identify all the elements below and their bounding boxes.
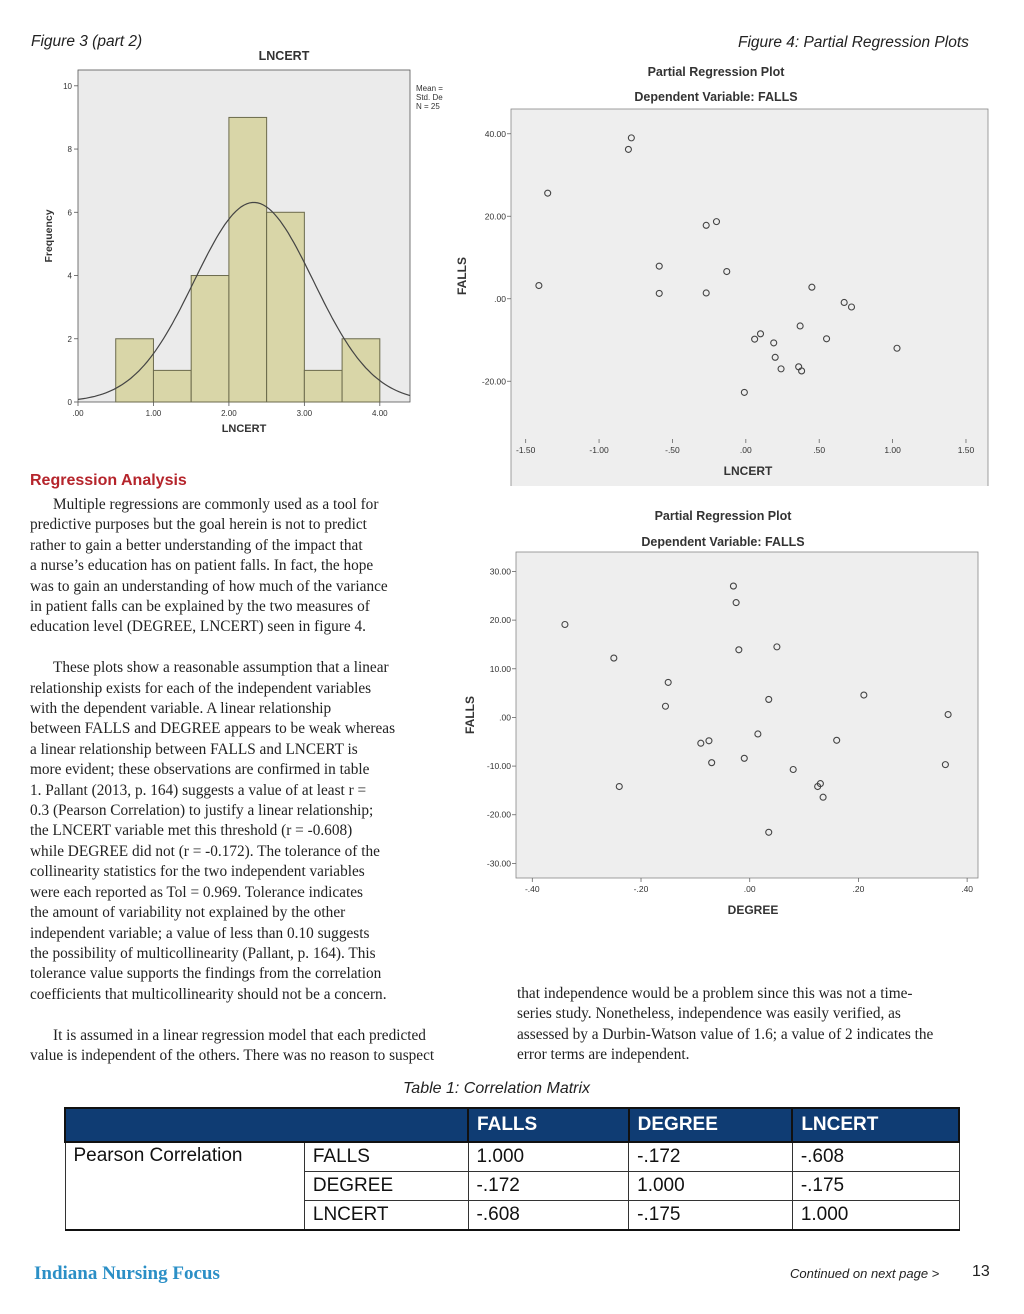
table-cell: DEGREE (304, 1172, 468, 1201)
plot-degree-subtitle: Dependent Variable: FALLS (641, 535, 805, 549)
partial-regression-plot-degree (460, 500, 990, 920)
x-tick-label: -.50 (665, 445, 680, 455)
correlation-matrix-table (64, 1107, 960, 1231)
text-line: value is independent of the others. There was no reason to suspect (30, 1046, 435, 1064)
text-line: These plots show a reasonable assumption that a linear (53, 659, 389, 677)
table-header-blank-2 (304, 1108, 468, 1142)
y-tick-label: 8 (67, 145, 72, 155)
x-tick-label: 1.00 (884, 445, 901, 455)
y-tick-label: 20.00 (489, 615, 511, 626)
text-line: predictive purposes but the goal herein is not to predict (30, 516, 367, 534)
text-line: a linear relationship between FALLS and LNCERT is (30, 740, 358, 758)
text-line: assessed by a Durbin-Watson value of 1.6; a value of 2 indicates the (517, 1025, 934, 1043)
text-line: in patient falls can be explained by the two measures of (30, 598, 370, 616)
page-number: 13 (972, 1263, 990, 1280)
y-tick-label: 10 (63, 81, 72, 91)
histogram-bar (304, 370, 342, 402)
y-tick-label: 0 (67, 398, 72, 407)
text-line: were each reported as Tol = 0.969. Tolerance indicates (30, 883, 363, 901)
histogram-title: LNCERT (258, 49, 310, 63)
table-cell: -.172 (468, 1172, 629, 1201)
y-tick-label: 40.00 (484, 128, 506, 139)
table-cell: LNCERT (304, 1201, 468, 1231)
x-tick-label: .00 (739, 445, 752, 455)
text-line: collinearity statistics for the two independent variables (30, 863, 365, 881)
text-line (30, 1005, 500, 1025)
text-line: tolerance value supports the findings from the correlation (30, 965, 382, 983)
text-line: more evident; these observations are confirmed in table (30, 761, 370, 779)
text-line (30, 638, 500, 658)
row-group-label: Pearson Correlation (65, 1142, 304, 1230)
x-tick-label: .40 (961, 884, 974, 894)
text-line: a nurse’s education has on patient falls. In fact, the hope (30, 557, 374, 575)
y-tick-label: -20.00 (486, 809, 511, 820)
plot-degree-ylabel: FALLS (463, 696, 477, 734)
table-cell: -.172 (629, 1142, 793, 1172)
continued-link[interactable]: Continued on next page > (790, 1266, 940, 1281)
section-heading: Regression Analysis (30, 472, 187, 489)
y-tick-label: -10.00 (486, 761, 511, 772)
histogram-legend-n: N = 25 (416, 102, 440, 111)
text-line: rather to gain a better understanding of the impact that (30, 536, 363, 554)
y-tick-label: 2 (67, 334, 72, 344)
x-tick-label: 4.00 (372, 409, 388, 418)
text-line: that independence would be a problem since this was not a time- (517, 985, 913, 1002)
histogram-legend-sd: Std. De (416, 93, 443, 102)
x-tick-label: 1.00 (145, 409, 162, 418)
x-tick-label: .00 (743, 884, 756, 894)
text-line: the possibility of multicollinearity (Pallant, p. 164). This (30, 944, 376, 962)
y-tick-label: 30.00 (489, 566, 511, 577)
plot-lncert-subtitle: Dependent Variable: FALLS (634, 90, 798, 104)
x-tick-label: -.40 (524, 884, 540, 894)
x-tick-label: .20 (852, 884, 865, 894)
histogram-bar (153, 370, 191, 402)
y-tick-label: -20.00 (481, 376, 506, 387)
y-tick-label: 6 (67, 208, 72, 218)
table-cell: -.608 (468, 1201, 629, 1231)
text-line: between FALLS and DEGREE appears to be weak whereas (30, 720, 396, 738)
histogram-bar (116, 339, 154, 402)
text-line: coefficients that multicollinearity should not be a concern. (30, 985, 387, 1003)
plot-degree-xlabel: DEGREE (727, 903, 779, 917)
table-cell: -.175 (629, 1201, 793, 1231)
x-tick-label: .50 (813, 445, 826, 455)
text-line: was to gain an understanding of how much of the variance (30, 577, 388, 595)
table-header-lncert: LNCERT (792, 1108, 959, 1142)
text-line: while DEGREE did not (r = -0.172). The tolerance of the (30, 842, 380, 860)
table-cell: -.608 (792, 1142, 959, 1172)
text-line: series study. Nonetheless, independence was easily verified, as (517, 1005, 901, 1023)
text-line: Multiple regressions are commonly used as a tool for (53, 496, 379, 513)
histogram-legend-mean: Mean = (416, 84, 443, 93)
body-column-1 (30, 495, 500, 1066)
y-tick-label: 20.00 (484, 211, 506, 222)
x-tick-label: -1.50 (515, 445, 536, 455)
text-line: 0.3 (Pearson Correlation) to justify a linear relationship; (30, 802, 374, 820)
table-cell: -.175 (792, 1172, 959, 1201)
plot-degree-title: Partial Regression Plot (654, 509, 792, 523)
lncert-histogram (38, 42, 448, 442)
plot-lncert-title: Partial Regression Plot (647, 65, 785, 79)
text-line: relationship exists for each of the independent variables (30, 679, 372, 697)
text-line: error terms are independent. (517, 1046, 690, 1064)
partial-regression-plot-lncert (450, 56, 998, 486)
text-line: 1. Pallant (2013, p. 164) suggests a value of at least r = (30, 781, 367, 799)
figure-4-caption: Figure 4: Partial Regression Plots (738, 34, 969, 51)
table-header-blank-1 (65, 1108, 304, 1142)
publication-title: Indiana Nursing Focus (34, 1263, 220, 1284)
table-1-caption: Table 1: Correlation Matrix (403, 1080, 591, 1097)
table-header-falls: FALLS (468, 1108, 629, 1142)
table-header-degree: DEGREE (629, 1108, 793, 1142)
y-tick-label: 4 (67, 271, 72, 281)
table-row (65, 1142, 959, 1172)
table-cell: 1.000 (629, 1172, 793, 1201)
table-header-row (65, 1108, 959, 1142)
figure-3-caption: Figure 3 (part 2) (31, 33, 143, 50)
histogram-xlabel: LNCERT (221, 423, 267, 435)
text-line: education level (DEGREE, LNCERT) seen in figure 4. (30, 618, 366, 636)
text-line: It is assumed in a linear regression model that each predicted (53, 1026, 426, 1044)
table-cell: 1.000 (792, 1201, 959, 1231)
histogram-bar (229, 117, 267, 402)
text-line: the amount of variability not explained by the other (30, 904, 346, 922)
y-tick-label: .00 (499, 712, 511, 723)
x-tick-label: 1.50 (957, 445, 975, 455)
x-tick-label: -1.00 (589, 445, 609, 455)
histogram-bar (267, 212, 305, 402)
histogram-ylabel: Frequency (43, 209, 55, 263)
x-tick-label: -.20 (633, 884, 649, 894)
histogram-bar (342, 339, 380, 402)
table-cell: FALLS (304, 1142, 468, 1172)
histogram-bar (191, 276, 229, 402)
x-tick-label: 2.00 (221, 409, 237, 418)
y-tick-label: .00 (494, 293, 506, 304)
plot-lncert-xlabel: LNCERT (723, 464, 773, 478)
x-tick-label: 3.00 (296, 409, 313, 418)
x-tick-label: .00 (72, 409, 84, 418)
plot-lncert-ylabel: FALLS (455, 257, 469, 295)
plot-degree-area (516, 552, 978, 878)
text-line: with the dependent variable. A linear relationship (30, 700, 332, 718)
body-column-2 (517, 984, 997, 1066)
table-cell: 1.000 (468, 1142, 629, 1172)
text-line: independent variable; a value of less than 0.10 suggests (30, 924, 370, 942)
text-line: the LNCERT variable met this threshold (r = -0.608) (30, 822, 353, 840)
y-tick-label: 10.00 (489, 663, 511, 674)
y-tick-label: -30.00 (486, 858, 511, 869)
plot-lncert-area (511, 109, 988, 486)
